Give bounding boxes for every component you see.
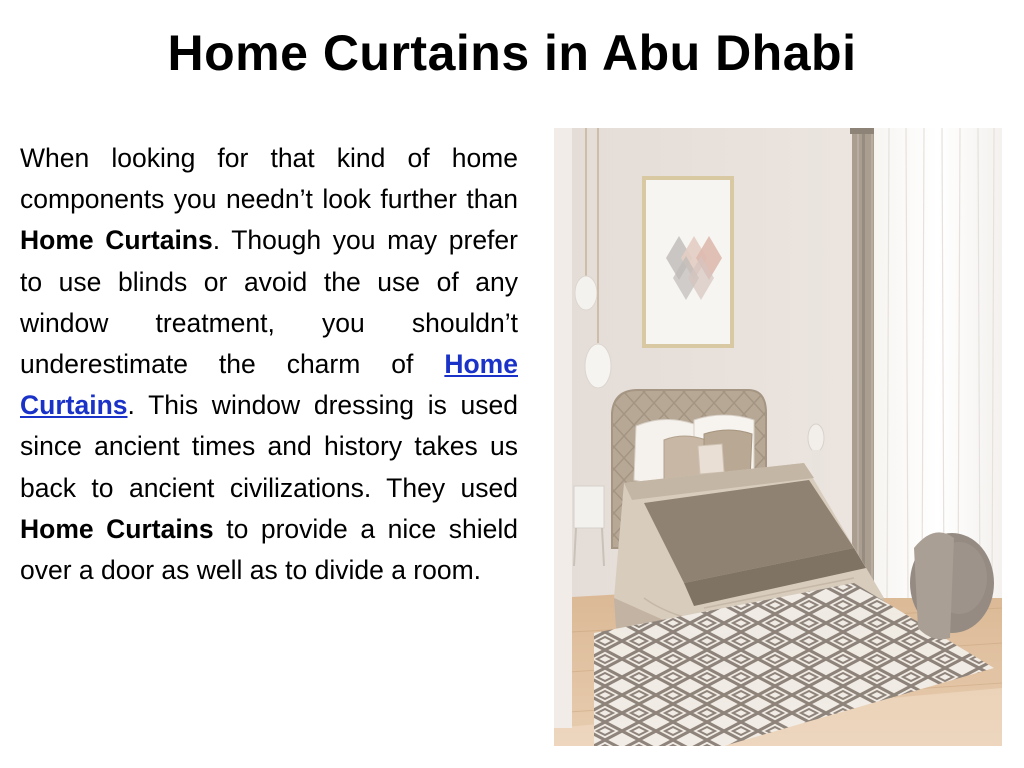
body-text-2: . Though you may prefer to use blinds or avoid the use of any window treatment, you shouldn’t underestimate the charm of [20,225,518,380]
body-text-3: . This window dressing is used since ancient times and history takes us back to ancient civilizations. They used [20,390,518,503]
body-text-4: to provide a nice shield over a door as well as to divide a room. [20,513,519,586]
home-curtains-link[interactable]: Home Curtains [20,349,518,421]
body-paragraph [20,138,518,591]
page-title: Home Curtains in Abu Dhabi [167,25,857,81]
bedroom-photo [554,128,1002,746]
bold-home-curtains-1: Home Curtains [20,225,213,256]
bold-home-curtains-2: Home Curtains [20,513,214,544]
body-text-1: When looking for that kind of home components you needn’t look further than [20,143,518,215]
